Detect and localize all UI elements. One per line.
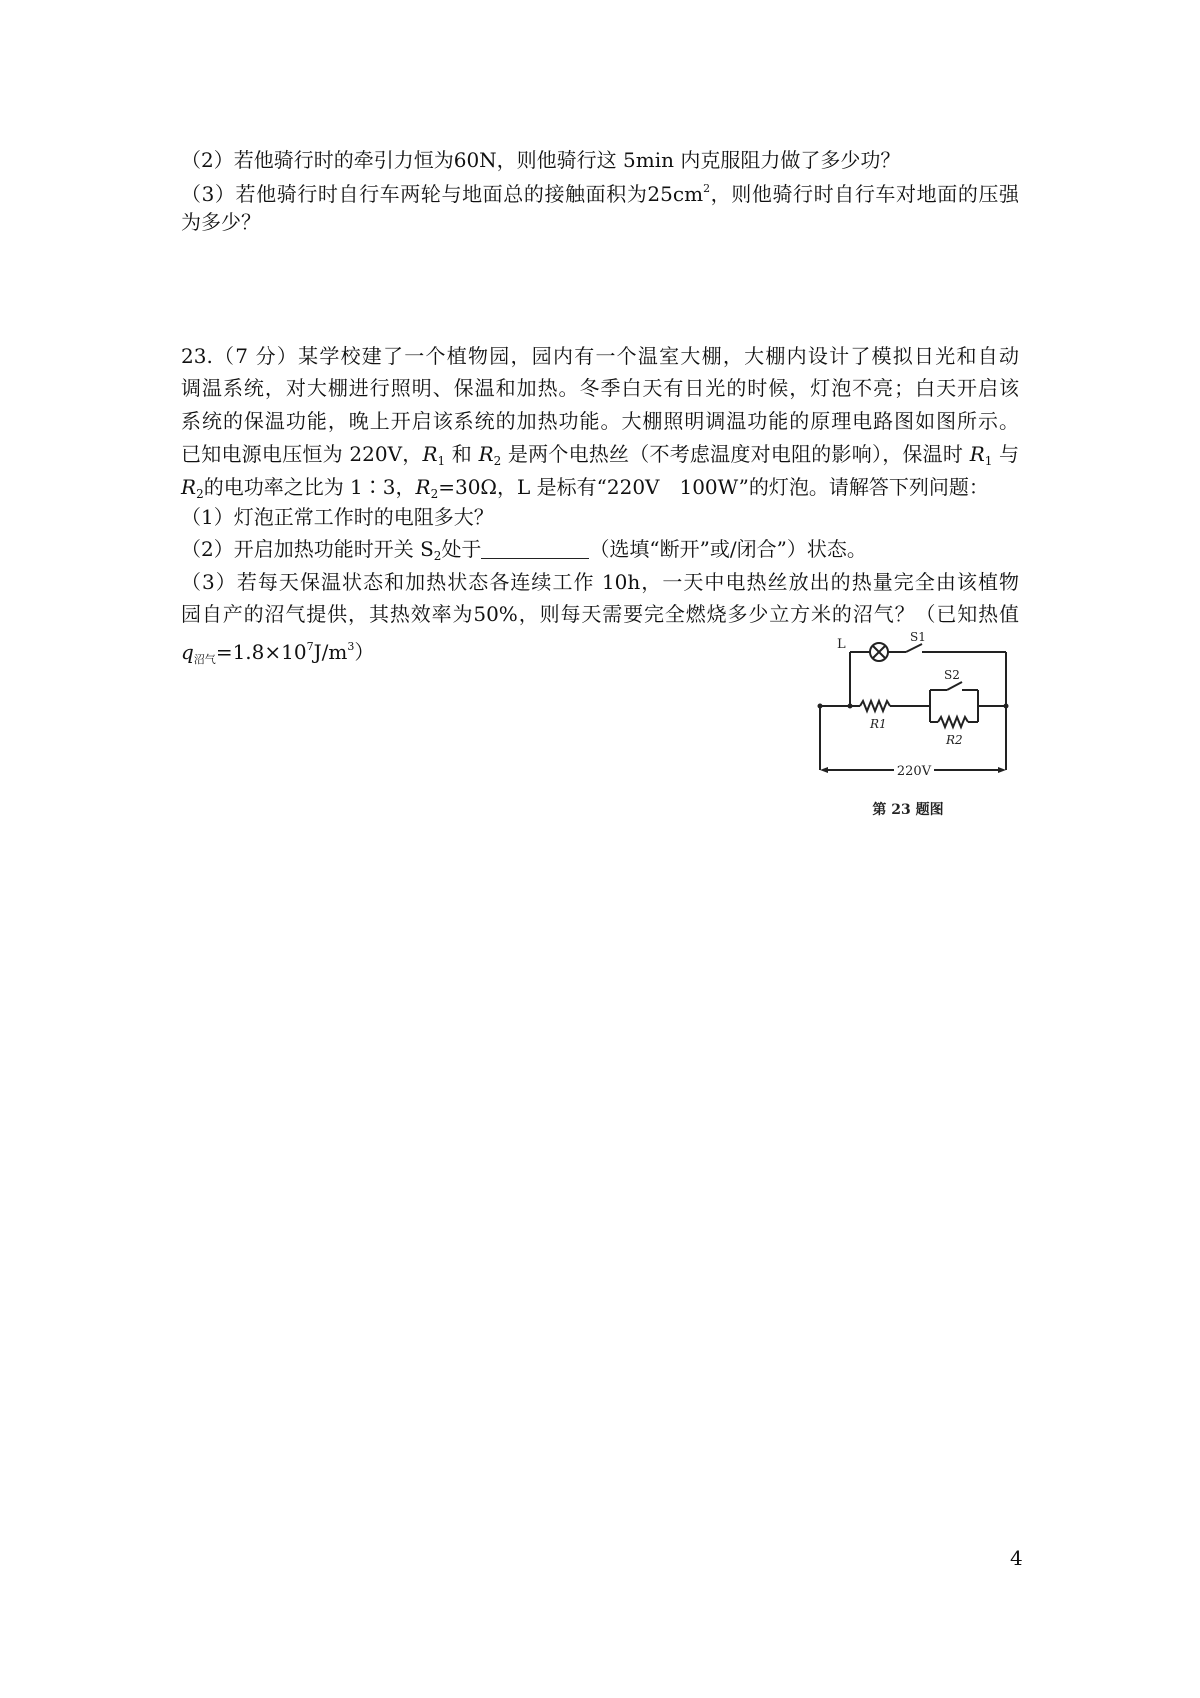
- label-s2: S2: [944, 668, 960, 682]
- q22-part3-line1: （3）若他骑行时自行车两轮与地面总的接触面积为$25cm^2$，则他骑行时自行车对地面的压强: [181, 182, 1020, 206]
- q23-sub1: （1）灯泡正常工作时的电阻多大？: [181, 505, 494, 529]
- switch-s2: [947, 682, 962, 690]
- resistor-r1: [860, 701, 890, 711]
- q23-stem-line5: $R_2$的电功率之比为 1∶3，$R_2=30\Omega$，L 是标有“220V 100W”的灯泡。请解答下列问题：: [181, 475, 989, 501]
- label-r2: R2: [946, 733, 963, 747]
- q23-stem-line1: 23.（7 分）某学校建了一个植物园，园内有一个温室大棚，大棚内设计了模拟日光和自动: [181, 344, 1019, 368]
- q23-sub2: （2）开启加热功能时开关 $S_2$处于 （选填“断开”或/闭合”）状态。: [181, 537, 867, 563]
- figure-caption: 第 23 题图: [872, 802, 944, 818]
- label-l: L: [837, 637, 846, 652]
- page-number: 4: [1010, 1546, 1023, 1570]
- switch-s1: [906, 644, 922, 652]
- label-voltage: 220V: [896, 764, 932, 779]
- q23-stem-line2: 调温系统，对大棚进行照明、保温和加热。冬季白天有日光的时候，灯泡不亮；白天开启该: [181, 376, 1019, 400]
- q22-part2: （2）若他骑行时的牵引力恒为60N，则他骑行这 5min 内克服阻力做了多少功？: [181, 148, 901, 172]
- q23-stem-line4: 已知电源电压恒为 220V，$R_1$ 和 $R_2$ 是两个电热丝（不考虑温度对电阻的影响），保温时 $R_1$ 与: [181, 442, 1020, 468]
- label-r1: R1: [870, 717, 887, 731]
- circuit-diagram: [810, 628, 1010, 820]
- q22-part3-line2: 为多少？: [181, 210, 261, 234]
- q23-stem-line3: 系统的保温功能，晚上开启该系统的加热功能。大棚照明调温功能的原理电路图如图所示。: [181, 409, 1019, 433]
- resistor-r2: [938, 717, 968, 727]
- q23-sub3-line2: 园自产的沼气提供，其热效率为50%，则每天需要完全燃烧多少立方米的沼气？（已知热值: [181, 602, 1019, 626]
- label-s1: S1: [910, 630, 926, 644]
- answer-blank[interactable]: [481, 540, 589, 559]
- q23-sub3-line3: $q_{沼气}=1.8\times 10^7J/m^3$）: [181, 640, 375, 666]
- q23-sub3-line1: （3）若每天保温状态和加热状态各连续工作 10h，一天中电热丝放出的热量完全由该植物: [181, 570, 1019, 594]
